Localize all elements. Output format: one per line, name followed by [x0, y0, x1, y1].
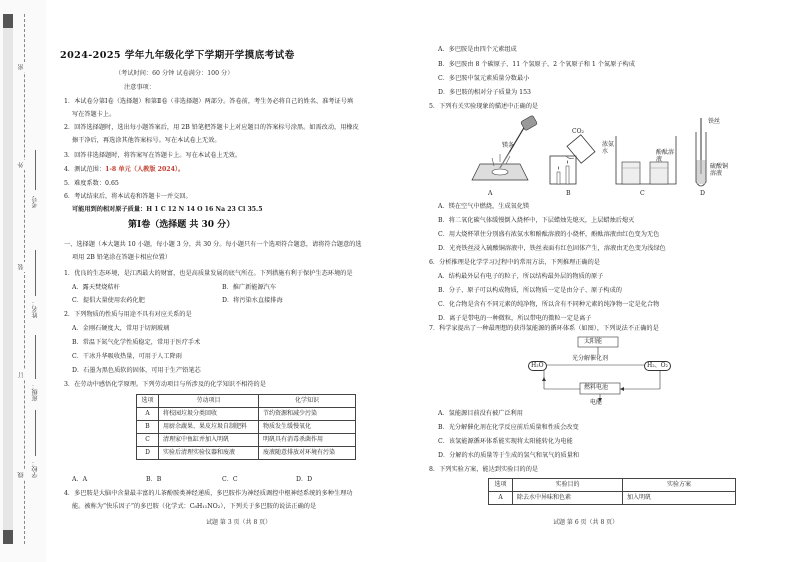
table-cell: B [137, 421, 159, 434]
table-row [137, 408, 356, 421]
catalyst-label: 光分解催化剂 [572, 355, 609, 362]
option: D．D [296, 476, 313, 483]
binding-strip-top [3, 14, 13, 28]
option: A．结构最外层有电子的粒子，所以结构最外层的物质的原子 [438, 273, 604, 280]
option: B．推广新能源汽车 [222, 284, 277, 291]
option: B．分子、原子可以构成物质，所以物质一定是由分子、原子构成的 [438, 287, 622, 294]
option: A．露天焚烧秸秆 [72, 284, 120, 291]
section-intro: 一、选择题（本大题共 10 小题，每小题 3 分，共 30 分。每小题只有一个选项符合题意，请将符合题意的选 [64, 241, 362, 248]
table-cell: 除去水中异味和色素 [513, 492, 623, 505]
class-line [35, 335, 36, 379]
option: B．常温下氮气化学性质稳定，常用于医疗手术 [72, 339, 201, 346]
option: A．多巴胺是由四个元素组成 [438, 46, 517, 53]
option: C．干冰升华吸收热量，可用于人工降雨 [72, 353, 182, 360]
section-intro: 项用 2B 铅笔涂在答题卡相应位置） [72, 254, 172, 261]
electric-label: 电能 [590, 399, 603, 406]
table-row [489, 492, 736, 505]
option: C．该氢能源循环体系能实现将太阳能转化为电能 [438, 438, 573, 445]
option: B．光分解催化剂在化学反应前后质量和性质会改变 [438, 424, 579, 431]
binding-strip [3, 14, 13, 544]
name-line [35, 250, 36, 296]
option: D．分解的水的质量等于生成的氢气和氧气的质量和 [438, 452, 580, 459]
panel-label: B [566, 190, 571, 197]
water-node: H₂O [528, 361, 547, 371]
note-line: 3．回答非选择题时，将答案写在答题卡上。写在本试卷上无效。 [64, 152, 242, 159]
section-title: 第Ⅰ卷（选择题 共 30 分） [128, 220, 236, 230]
table-header: 劳动项目 [159, 395, 259, 408]
note-scope-value: 1-8 单元（人教版 2024）。 [105, 166, 185, 173]
option: C．C [222, 476, 238, 483]
table-header: 实验方案 [623, 479, 736, 492]
note-line: 擦干净后，再选涂其他答案标号。写在本试卷上无效。 [72, 137, 221, 144]
table-cell: 用厨余蔬果、果皮垃圾自制肥料 [159, 421, 259, 434]
q5-figure [470, 112, 730, 202]
table-cell: D [137, 447, 159, 460]
option: D．将污染水直接排海 [222, 297, 283, 304]
school-line [35, 410, 36, 456]
table-cell: 清理家中鱼缸并加入明矾 [159, 434, 259, 447]
question-2-stem: 2．下列物质的性质与用途不具有对应关系的是 [64, 311, 192, 318]
table-cell: 实验后清理实验仪器和废液 [159, 447, 259, 460]
table-row [137, 447, 356, 460]
question-5-stem: 5．下列有关实验现象的描述中正确的是 [429, 103, 539, 110]
sun-label: 太阳能 [584, 338, 603, 345]
panel-d-drawing [696, 118, 706, 186]
q5-illustration [470, 112, 730, 202]
binding-strip-bottom [3, 530, 13, 544]
note-scope-label: 4．测试范围： [64, 166, 106, 173]
note-line: 写在答题卡上。 [72, 111, 116, 118]
table-cell: 将校园垃圾分类回收 [159, 408, 259, 421]
ammonia-label: 浓氨水 [602, 141, 615, 155]
panel-label: D [700, 190, 705, 197]
note-line: 6．考试结束后，将本试卷和答题卡一并交回。 [64, 193, 192, 200]
iron-wire-label: 铁丝 [708, 118, 721, 125]
table-header: 化学知识 [259, 395, 356, 408]
option: B．将二氧化碳气体缓慢倒入烧杯中，下层蜡烛先熄灭，上层蜡烛后熄灭 [438, 217, 635, 224]
question-4-stem-cont: 能。被称为“快乐因子”的多巴胺（化学式：C₈H₁₁NO₂），下列关于多巴胺的说法正确的是 [72, 503, 317, 510]
table-cell: 加入明矾 [623, 492, 736, 505]
fuel-cell-label: 燃料电池 [584, 384, 609, 391]
table-cell: 废液随意排放对环境有污染 [259, 447, 356, 460]
table-cell: C [137, 434, 159, 447]
question-8-stem: 8．下列实验方案，能达到实验目的的是 [429, 466, 539, 473]
option: C．提倡大量使用农药化肥 [72, 297, 145, 304]
question-6-stem: 6．分析推理是化学学习过程中的常用方法，下列推理正确的是 [429, 259, 600, 266]
question-3-stem: 3．在劳动中感悟化学原理。下列劳动项目与所涉及的化学知识不相符的是 [64, 381, 266, 388]
question-4-stem: 4．多巴胺是大脑中含量最丰富的儿茶酚胺类神经递质，多巴胺作为神经质调控中枢神经系统的多种生理功 [64, 490, 353, 497]
note-line: 2．回答选择题时，选出每小题答案后，用 2B 铅笔把答题卡上对应题目的答案标号涂黑。如需改动，用橡皮 [64, 124, 359, 131]
binding-mark: 外 [18, 162, 25, 168]
table-cell: 物质发生缓慢氧化 [259, 421, 356, 434]
option: D．多巴胺的相对分子质量为 153 [438, 89, 531, 96]
school-label: 学校： [32, 460, 39, 478]
exam-number-line [35, 150, 36, 190]
atomic-masses: 可能用到的相对原子质量：H 1 C 12 N 14 O 16 Na 23 Cl 35.5 [72, 206, 263, 213]
option: B．B [146, 476, 162, 483]
cuso4-label: 硫酸铜溶液 [710, 163, 729, 177]
table-row [137, 434, 356, 447]
question-8-table [488, 478, 736, 505]
question-7-stem: 7．科学家提出了一种最理想的获得氢能源的循环体系（如图），下列说法不正确的是 [429, 325, 659, 332]
binding-mark: 密 [18, 64, 25, 70]
page-footer-right: 试题 第 6 页（共 8 页） [553, 519, 619, 526]
binding-margin [0, 0, 46, 562]
note-line: 5．难度系数：0.65 [64, 180, 119, 187]
option: A．A [72, 476, 88, 483]
exam-title: 2024-2025 学年九年级化学下学期开学摸底考试卷 [60, 50, 295, 61]
option: B．多巴胺由 8 个碳原子、11 个氢原子、2 个氧原子和 1 个氮原子构成 [438, 61, 635, 68]
products-node: H₂、O₂ [644, 361, 671, 371]
question-3-table [136, 394, 356, 460]
phenolphthalein-label: 酚酞溶液 [656, 149, 675, 163]
panel-b-drawing [550, 135, 595, 184]
question-1-stem: 1．优良的生态环境，是江西最大的财富，也是高质量发展的底气所在。下列措施有利于保护生态环境的是 [64, 270, 353, 277]
binding-mark: 线 [18, 472, 25, 478]
magnesium-label: 镁条 [502, 142, 515, 149]
panel-label: A [488, 190, 493, 197]
notes-heading: 注意事项： [124, 84, 155, 91]
table-header: 实验目的 [513, 479, 623, 492]
table-header: 选项 [489, 479, 513, 492]
option: D．石墨为黑色质软的固体，可用于生产铅笔芯 [72, 367, 201, 374]
option: C．多巴胺中氢元素质量分数最小 [438, 75, 530, 82]
table-header: 选项 [137, 395, 159, 408]
table-cell: 明矾具有消毒杀菌作用 [259, 434, 356, 447]
exam-subtitle: （考试时间：60 分钟 试卷满分：100 分） [115, 70, 234, 77]
note-line: 1．本试卷分第Ⅰ卷（选择题）和第Ⅱ卷（非选择题）两部分。答卷前，考生务必将自己的姓名、准考证号填 [64, 98, 354, 105]
option: C．用大烧杯罩住分别盛有浓氨水和酚酞溶液的小烧杯，酚酞溶液由红色变为无色 [438, 231, 660, 238]
option: C．化合物是含有不同元素的纯净物，所以含有不同种元素的纯净物一定是化合物 [438, 301, 660, 308]
class-label: 班级： [32, 383, 39, 401]
table-cell: A [489, 492, 513, 505]
exam-number-label: 考号 [32, 196, 39, 208]
binding-mark: 装 [18, 264, 25, 270]
cut-line [24, 14, 25, 544]
note-line [64, 166, 184, 174]
option: D．光亮铁丝浸入硫酸铜溶液中，铁丝表面有红色固体产生，溶液由无色变为浅绿色 [438, 245, 666, 252]
page-footer-left: 试题 第 3 页（共 8 页） [206, 519, 272, 526]
option: A．金刚石硬度大，常用于切割玻璃 [72, 325, 170, 332]
hydrogen-cycle-diagram [520, 335, 680, 405]
name-label: 姓名： [32, 300, 39, 318]
option: A．镁在空气中燃烧，生成氧化镁 [438, 203, 530, 210]
table-row [137, 421, 356, 434]
co2-label: CO₂ [572, 128, 584, 135]
binding-mark: 订 [18, 372, 25, 378]
option: D．离子是带电的一种微粒，所以带电的微粒一定是离子 [438, 315, 592, 322]
table-cell: A [137, 408, 159, 421]
panel-label: C [640, 190, 645, 197]
table-cell: 节约资源和减少污染 [259, 408, 356, 421]
option: A．氢能源目前没有被广泛利用 [438, 410, 523, 417]
